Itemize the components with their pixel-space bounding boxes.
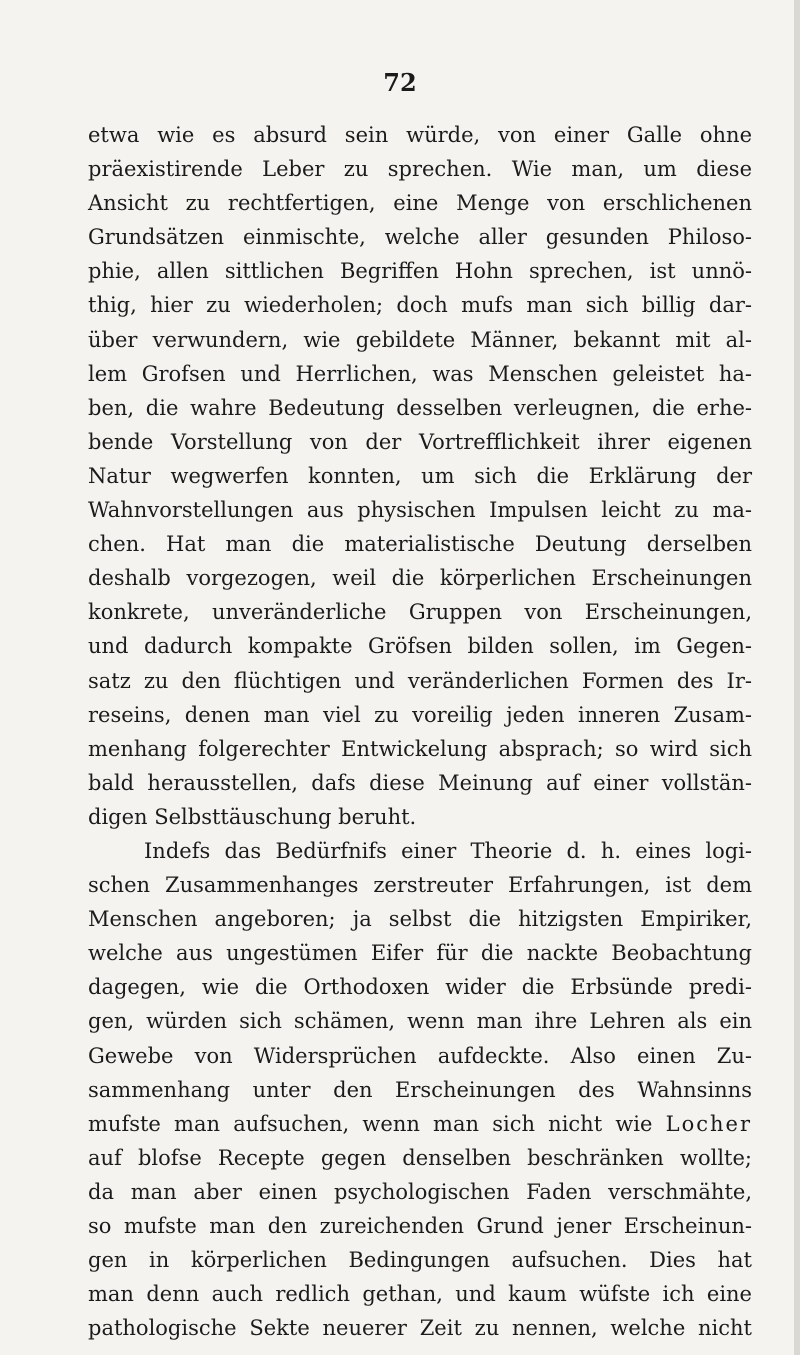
text-line: Menschen angeboren; ja selbst die hitzigsten Empiriker, — [88, 907, 752, 932]
text-line: satz zu den flüchtigen und veränderlichen Formen des Ir- — [88, 668, 752, 693]
text-line: ben, die wahre Bedeutung desselben verleugnen, die erhe- — [88, 395, 752, 420]
text-line: thig, hier zu wiederholen; doch mufs man sich billig dar- — [88, 293, 752, 318]
text-line: bald herausstellen, dafs diese Meinung auf einer vollstän- — [88, 770, 752, 795]
text-line: pathologische Sekte neuerer Zeit zu nennen, welche nicht — [88, 1316, 752, 1341]
text-line: menhang folgerechter Entwickelung absprach; so wird sich — [88, 736, 752, 761]
text-line: etwa wie es absurd sein würde, von einer Galle ohne — [88, 123, 752, 147]
text-line: chen. Hat man die materialistische Deutung derselben — [88, 532, 752, 557]
text-line: bende Vorstellung von der Vortrefflichkeit ihrer eigenen — [88, 429, 752, 454]
text-line: Ansicht zu rechtfertigen, eine Menge von erschlichenen — [88, 191, 752, 216]
text-line: reseins, denen man viel zu voreilig jeden inneren Zusam- — [88, 702, 752, 727]
spaced-name: Locher — [665, 1111, 752, 1136]
text-line: gen in körperlichen Bedingungen aufsuchen. Dies hat — [88, 1248, 752, 1273]
text-line-with-name — [88, 1107, 752, 1141]
text-line: dagegen, wie die Orthodoxen wider die Erbsünde predi- — [88, 975, 752, 1000]
text-line: welche aus ungestümen Eifer für die nackte Beobachtung — [88, 941, 752, 966]
text-line: über verwundern, wie gebildete Männer, bekannt mit al- — [88, 327, 752, 352]
text-line: Gewebe von Widersprüchen aufdeckte. Also einen Zu- — [88, 1043, 752, 1068]
text-line: auf blofse Recepte gegen denselben beschränken wollte; — [88, 1145, 752, 1170]
text-line: präexistirende Leber zu sprechen. Wie man, um diese — [88, 157, 752, 182]
text-line: konkrete, unveränderliche Gruppen von Erscheinungen, — [88, 600, 752, 625]
text-line: Natur wegwerfen konnten, um sich die Erklärung der — [88, 463, 752, 488]
text-line: schen Zusammenhanges zerstreuter Erfahrungen, ist dem — [88, 873, 752, 898]
text-line: man denn auch redlich gethan, und kaum wüfste ich eine — [88, 1282, 752, 1307]
text-line: digen Selbsttäuschung beruht. — [88, 804, 417, 829]
text-line: Grundsätzen einmischte, welche aller gesunden Philoso- — [88, 225, 752, 250]
text-line: so mufste man den zureichenden Grund jener Erscheinun- — [88, 1214, 752, 1238]
page-number: 72 — [383, 68, 417, 97]
text-line: lem Grofsen und Herrlichen, was Menschen geleistet ha- — [88, 361, 752, 386]
text-line: phie, allen sittlichen Begriffen Hohn sprechen, ist unnö- — [88, 259, 752, 284]
body-text — [88, 118, 752, 1345]
text-line: deshalb vorgezogen, weil die körperlichen Erscheinungen — [88, 566, 752, 591]
text-line-part: mufste man aufsuchen, wenn man sich nicht wie — [88, 1111, 653, 1136]
text-line: Wahnvorstellungen aus physischen Impulsen leicht zu ma- — [88, 498, 752, 523]
page-edge — [794, 0, 800, 1355]
text-line: da man aber einen psychologischen Faden verschmähte, — [88, 1179, 752, 1204]
text-line: sammenhang unter den Erscheinungen des Wahnsinns — [88, 1077, 752, 1102]
text-line: gen, würden sich schämen, wenn man ihre Lehren als ein — [88, 1009, 752, 1034]
text-line: und dadurch kompakte Gröfsen bilden sollen, im Gegen- — [88, 634, 752, 659]
paragraph-start-line: Indefs das Bedürfnifs einer Theorie d. h. eines logi- — [144, 838, 752, 863]
